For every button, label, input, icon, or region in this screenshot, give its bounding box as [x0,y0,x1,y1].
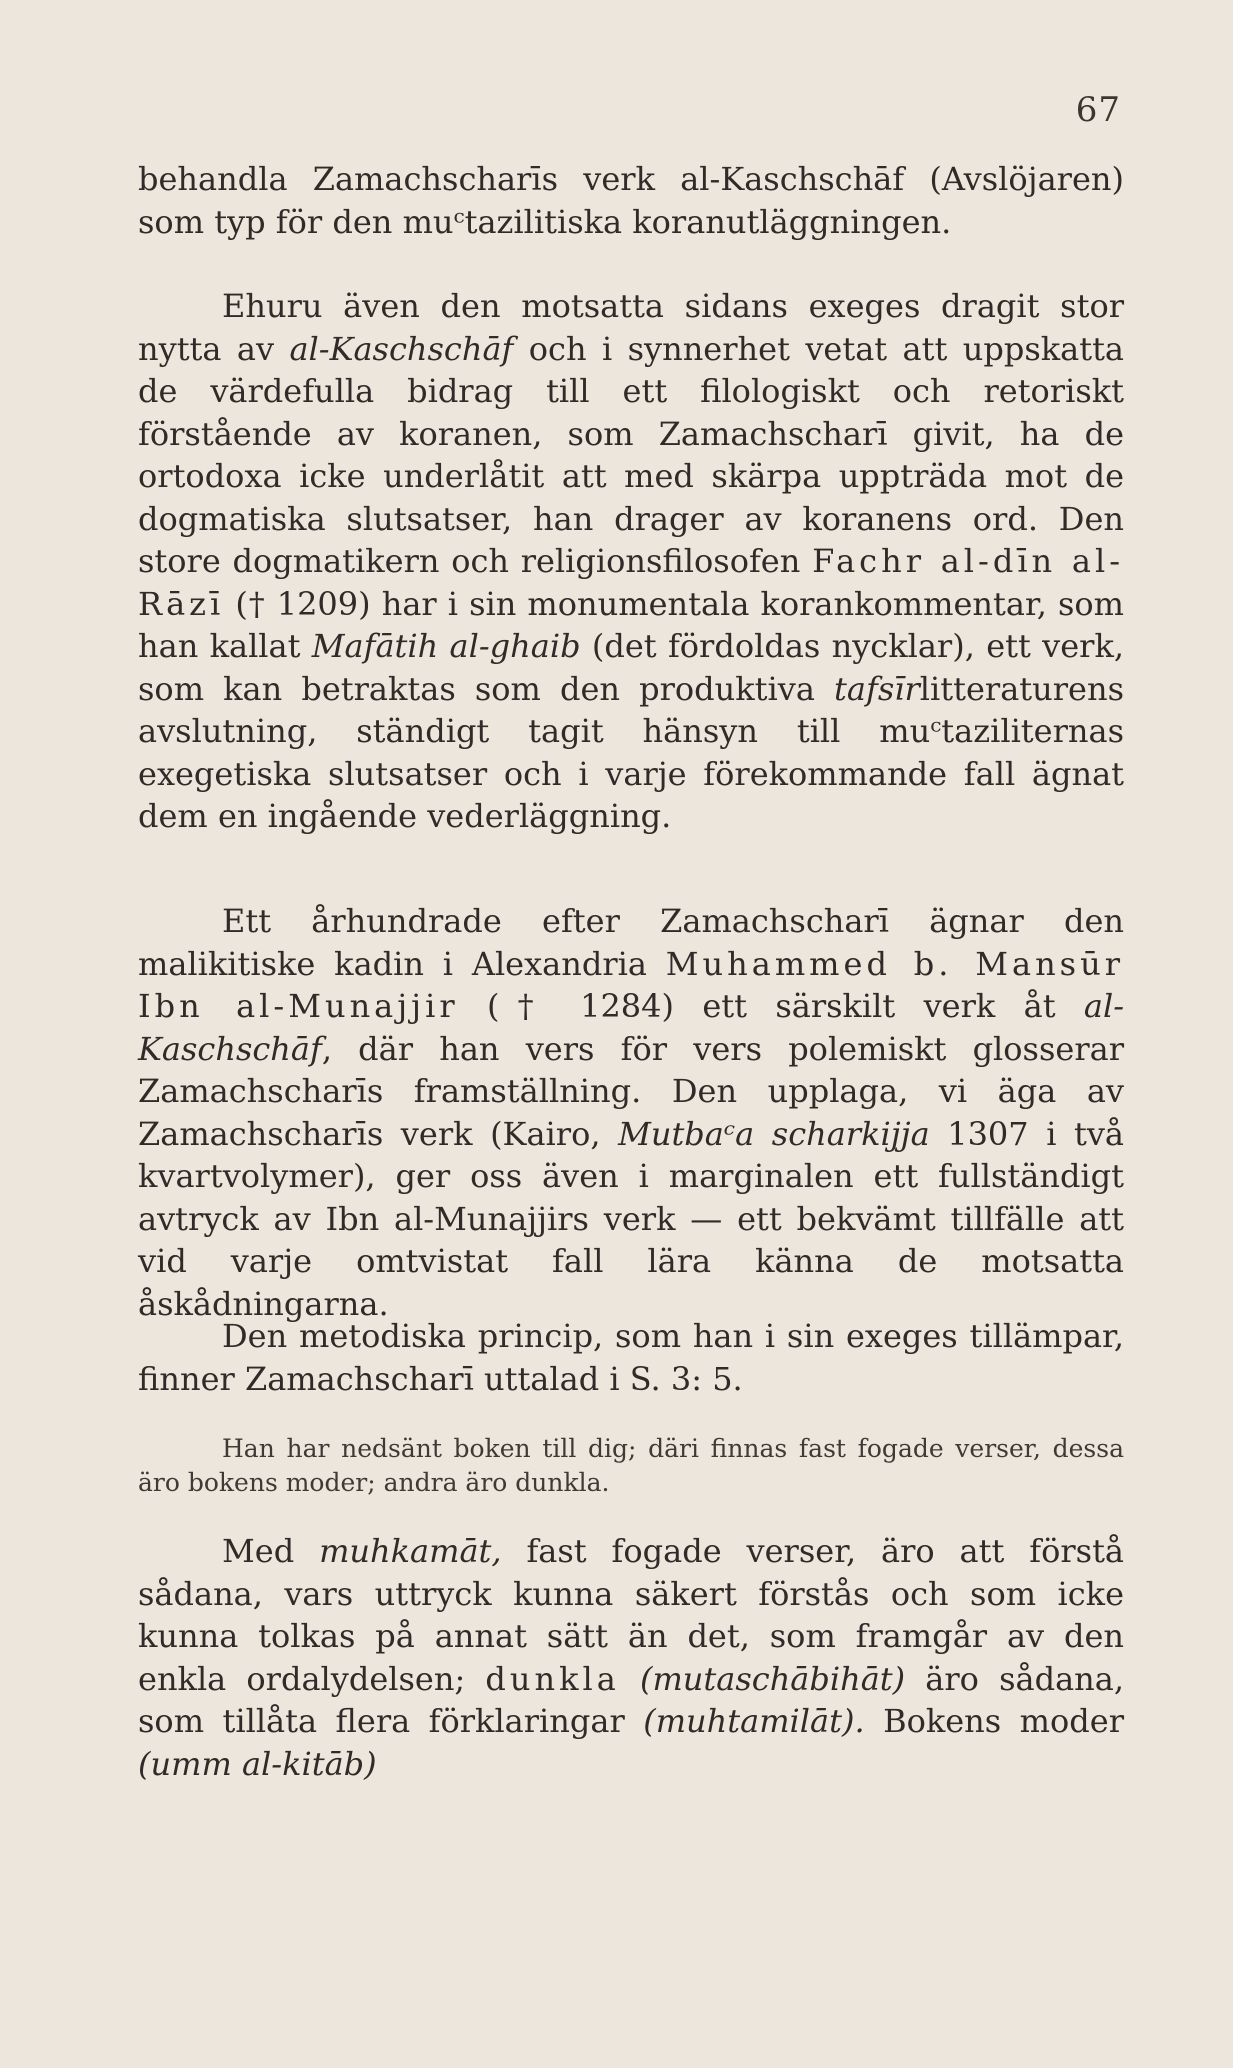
paragraph-5-part-4: Bokens moder [864,1702,1124,1740]
paragraph-4 [138,1315,1124,1400]
paragraph-5-text [138,1530,1124,1785]
work-title-mafatih-al-ghaib: Mafātih al-ghaib [311,627,581,665]
paragraph-3-text [138,900,1124,1325]
paragraph-5-part-2: fast fogade verser, äro att förstå sådana, vars uttryck kunna säkert förstås och som icke kunna tolkas på annat sätt än det, som framgår av den enkla ordalydelsen; [138,1532,1125,1698]
paragraph-2-part-1: Ehuru även den motsatta sidans exeges dragit stor nytta av [138,287,1124,368]
work-title-al-kaschschaf-2: al-Kaschschāf [138,987,1124,1068]
person-name-fachr-al-din-al-razi: Fachr al-dīn al-Rāzī [138,542,1125,623]
paragraph-3 [138,900,1124,1325]
paragraph-1-text: behandla Zamachscharīs verk al-Kaschschāf (Avslöjaren) som typ för den muᶜtazilitiska koranutläggningen. [138,160,1124,241]
work-title-al-kaschschaf: al-Kaschschāf [289,329,514,368]
paragraph-5 [138,1530,1124,1785]
paragraph-3-part-4: 1307 i två kvartvolymer), ger oss även i marginalen ett fullständigt avtryck av Ibn al-Munajjirs verk — ett bekvämt tillfälle att vid varje omtvistat fall lära känna de motsatta åskådningarna. [138,1114,1125,1323]
paragraph-2 [138,285,1124,838]
paragraph-3-part-2: († 1284) ett särskilt verk åt [458,987,1084,1025]
paragraph-2-part-4: (det fördoldas nycklar), ett verk, som kan betraktas som den produktiva [138,627,1125,708]
publisher-mutbaca-scharkijja: Mutbaᶜa scharkijja [618,1114,930,1153]
quran-quote-text: Han har nedsänt boken till dig; däri finnas fast fogade verser, dessa äro bokens moder; andra äro dunkla. [138,1434,1124,1497]
term-muhtamilat: (muhtamilāt). [643,1702,865,1740]
quran-quote [138,1432,1124,1500]
term-dunkla: dunkla [485,1659,620,1698]
term-mutaschabihat: (mutaschābihāt) [639,1659,906,1698]
paragraph-5-part-3: äro sådana, som tillåta flera förklaringar [138,1659,1124,1740]
person-name-ibn-al-munajjir: Muhammed b. Mansūr Ibn al-Munajjir [138,944,1125,1025]
page-number: 67 [1075,90,1121,130]
paragraph-3-part-3: , där han vers för vers polemiskt glosserar Zamachscharīs framställning. Den upplaga, vi äga av Zamachscharīs verk (Kairo, [138,1029,1124,1153]
paragraph-3-part-1: Ett århundrade efter Zamachscharī ägnar den malikitiske kadin i Alexandria [138,902,1124,983]
term-muhkamat: muhkamāt, [319,1532,502,1570]
paragraph-2-part-3: († 1209) har i sin monumentala korankommentar, som han kallat [138,584,1124,665]
paragraph-1 [138,158,1124,243]
paragraph-4-text: Den metodiska princip, som han i sin exeges tillämpar, finner Zamachscharī uttalad i S. 3: 5. [138,1317,1124,1398]
paragraph-2-text [138,285,1124,838]
term-tafsir: tafsīr [834,669,920,708]
paragraph-5-part-1: Med [222,1532,320,1570]
term-umm-al-kitab: (umm al-kitāb) [138,1744,377,1783]
paragraph-2-part-2: och i synnerhet vetat att uppskatta de värdefulla bidrag till ett filologiskt och retoriskt förstående av koranen, som Zamachscharī givit, ha de ortodoxa icke underlåtit att med skärpa uppträda mot de dogmatiska slutsatser, han drager av koranens ord. Den store dogmatikern och religionsfilosofen [138,329,1125,580]
paragraph-2-part-5: litteraturens avslutning, ständigt tagit hänsyn till muᶜtaziliternas exegetiska slutsatser och i varje förekommande fall ägnat dem en ingående vederläggning. [138,669,1124,835]
